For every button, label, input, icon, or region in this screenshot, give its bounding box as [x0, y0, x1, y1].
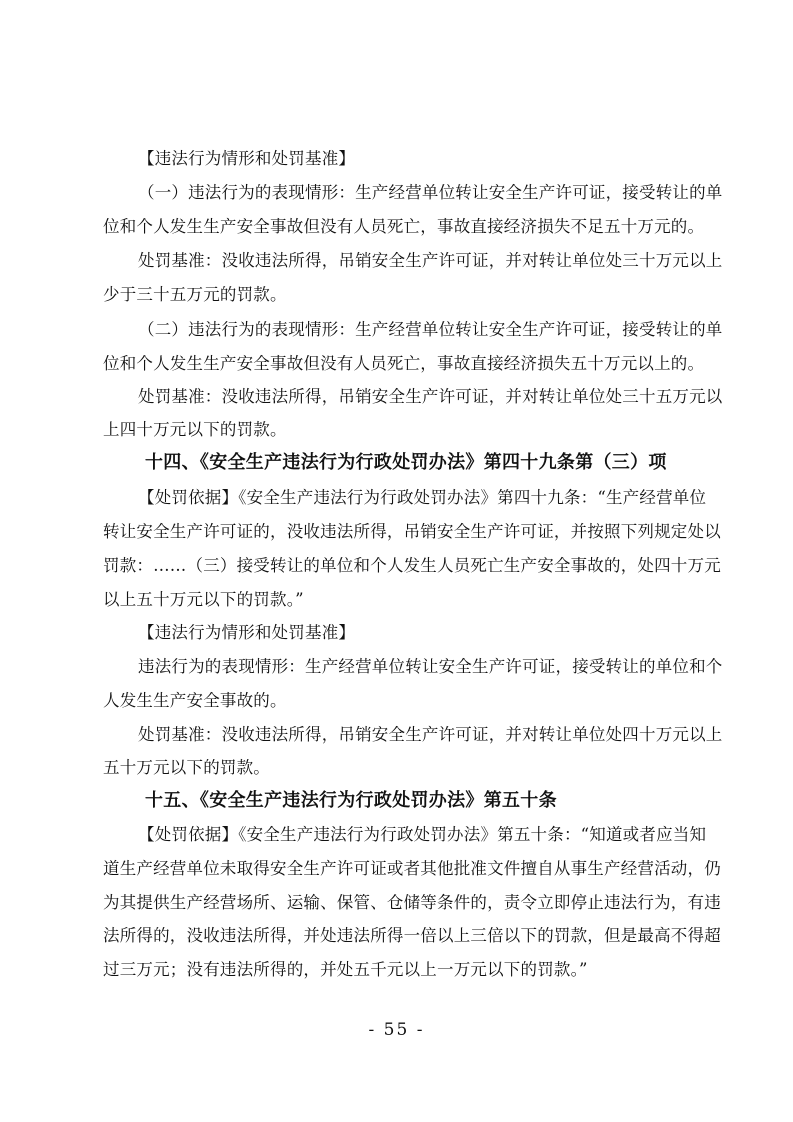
paragraph-line: 法所得的，没收违法所得，并处违法所得一倍以上三倍以下的罚款，但是最高不得超	[103, 926, 721, 945]
paragraph-line: 过三万元；没有违法所得的，并处五千元以上一万元以下的罚款。”	[103, 960, 588, 979]
paragraph-line: 五十万元以下的罚款。	[103, 758, 270, 777]
section-subheading: 【违法行为情形和处罚基准】	[138, 623, 356, 642]
section-subheading: 【违法行为情形和处罚基准】	[138, 149, 356, 168]
paragraph-line: 少于三十五万元的罚款。	[103, 285, 287, 304]
paragraph-line: 人发生生产安全事故的。	[103, 691, 287, 710]
paragraph-line: 位和个人发生生产安全事故但没有人员死亡，事故直接经济损失不足五十万元的。	[103, 217, 705, 236]
page-number: - 55 -	[368, 1020, 425, 1040]
paragraph-line: 位和个人发生生产安全事故但没有人员死亡，事故直接经济损失五十万元以上的。	[103, 354, 705, 373]
paragraph-line: 【处罚依据】《安全生产违法行为行政处罚办法》第四十九条：“生产经营单位	[138, 488, 707, 507]
paragraph-line: 【处罚依据】《安全生产违法行为行政处罚办法》第五十条：“知道或者应当知	[138, 825, 707, 844]
paragraph-line: 道生产经营单位未取得安全生产许可证或者其他批准文件擅自从事生产经营活动，仍	[103, 859, 721, 878]
paragraph-line: 处罚基准：没收违法所得，吊销安全生产许可证，并对转让单位处四十万元以上	[138, 725, 723, 744]
paragraph-line: 上四十万元以下的罚款。	[103, 420, 287, 439]
paragraph-line: 处罚基准：没收违法所得，吊销安全生产许可证，并对转让单位处三十五万元以	[138, 387, 723, 406]
section-heading: 十五、《安全生产违法行为行政处罚办法》第五十条	[145, 790, 557, 811]
paragraph-line: 违法行为的表现情形：生产经营单位转让安全生产许可证，接受转让的单位和个	[138, 657, 723, 676]
section-heading: 十四、《安全生产违法行为行政处罚办法》第四十九条第（三）项	[145, 452, 667, 473]
paragraph-line: 为其提供生产经营场所、运输、保管、仓储等条件的，责令立即停止违法行为，有违	[103, 893, 721, 912]
paragraph-line: 转让安全生产许可证的，没收违法所得，吊销安全生产许可证，并按照下列规定处以	[103, 522, 721, 541]
paragraph-line: 以上五十万元以下的罚款。”	[103, 590, 304, 609]
paragraph-line: （一）违法行为的表现情形：生产经营单位转让安全生产许可证，接受转让的单	[138, 183, 723, 202]
paragraph-line: 处罚基准：没收违法所得，吊销安全生产许可证，并对转让单位处三十万元以上	[138, 251, 723, 270]
paragraph-line: （二）违法行为的表现情形：生产经营单位转让安全生产许可证，接受转让的单	[138, 320, 723, 339]
paragraph-line: 罚款：……（三）接受转让的单位和个人发生人员死亡生产安全事故的，处四十万元	[103, 556, 721, 575]
